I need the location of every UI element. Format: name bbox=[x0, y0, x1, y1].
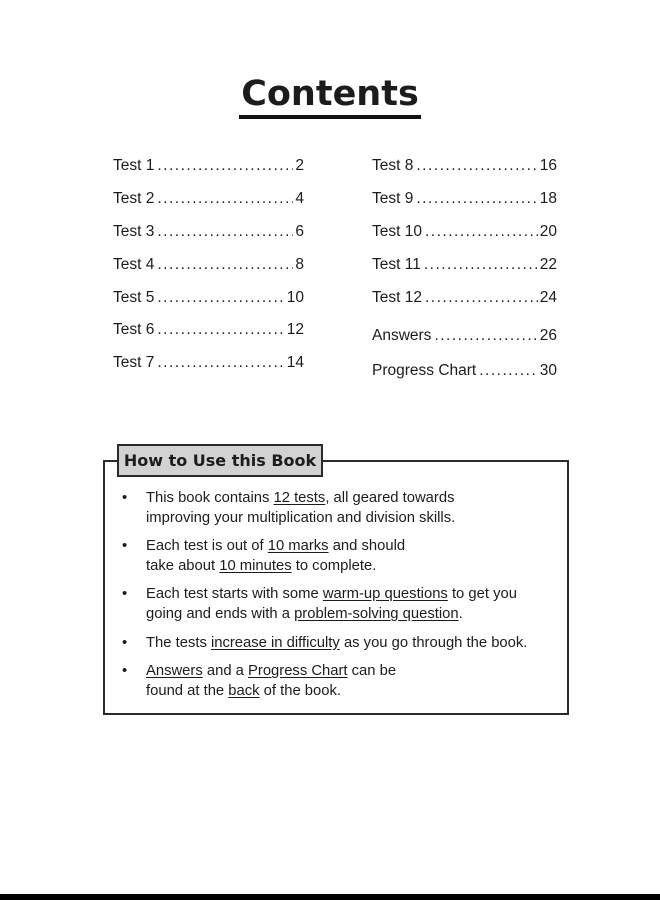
toc-entry-page: 12 bbox=[286, 321, 304, 339]
toc-entry-page: 16 bbox=[539, 157, 557, 175]
toc-leader-dots bbox=[157, 223, 293, 241]
toc-leader-dots bbox=[416, 190, 537, 208]
underlined-text: 12 tests bbox=[273, 490, 326, 506]
underlined-text: problem-solving question bbox=[294, 605, 459, 622]
bullet-text bbox=[146, 585, 551, 624]
toc-entry bbox=[372, 183, 557, 216]
toc-entry-page: 2 bbox=[295, 157, 304, 175]
toc-leader-dots bbox=[424, 256, 538, 274]
plain-text: going and ends with a bbox=[146, 605, 295, 622]
bullet-text bbox=[146, 634, 551, 654]
toc-left-column bbox=[113, 150, 304, 380]
underlined-text: 10 minutes bbox=[219, 557, 292, 574]
toc-entry-page: 14 bbox=[286, 354, 304, 372]
underlined-text: back bbox=[228, 682, 260, 699]
toc-entry bbox=[113, 248, 304, 281]
bullet-text bbox=[146, 537, 551, 576]
plain-text: can be bbox=[347, 663, 397, 680]
underlined-text: Answers bbox=[146, 663, 203, 680]
toc-entry-label: Test 11 bbox=[372, 255, 421, 273]
plain-text: improving your multiplication and division skills. bbox=[146, 509, 456, 526]
toc-entry-page: 22 bbox=[539, 255, 557, 273]
plain-text: , all geared towards bbox=[325, 490, 455, 506]
toc-entry-label: Test 6 bbox=[113, 321, 155, 339]
toc-entry-label: Test 9 bbox=[372, 190, 414, 208]
toc-entry-label: Answers bbox=[372, 327, 432, 345]
toc-entry bbox=[113, 150, 304, 183]
toc-entry bbox=[113, 216, 304, 249]
toc-leader-dots bbox=[434, 327, 537, 345]
toc-entry-page: 18 bbox=[539, 190, 557, 208]
plain-text: take about bbox=[146, 557, 220, 574]
bullet-marker: • bbox=[122, 490, 128, 506]
bullet-text bbox=[146, 662, 551, 701]
bullet-marker: • bbox=[122, 634, 128, 651]
plain-text: This book contains bbox=[146, 490, 274, 506]
plain-text: . bbox=[458, 605, 463, 622]
toc-right-column bbox=[372, 150, 557, 388]
bullet-item bbox=[122, 537, 551, 576]
toc-leader-dots bbox=[157, 354, 284, 372]
toc-entry-label: Test 7 bbox=[113, 354, 155, 372]
bullet-item bbox=[122, 585, 551, 624]
toc-leader-dots bbox=[157, 256, 293, 274]
toc-leader-dots bbox=[157, 190, 293, 208]
underlined-text: warm-up questions bbox=[322, 586, 448, 603]
toc-entry-label: Test 1 bbox=[113, 157, 155, 175]
bullet-text bbox=[146, 489, 551, 528]
toc-entry-page: 6 bbox=[295, 222, 304, 240]
plain-text: of the book. bbox=[259, 682, 341, 699]
page-title: Contents bbox=[239, 74, 421, 119]
toc-leader-dots bbox=[416, 157, 537, 175]
toc-entry bbox=[113, 347, 304, 380]
plain-text: Each test is out of bbox=[146, 538, 268, 555]
how-to-title: How to Use this Book bbox=[123, 451, 317, 470]
toc-entry-page: 24 bbox=[539, 288, 557, 306]
toc-leader-dots bbox=[425, 289, 538, 307]
toc-entry bbox=[372, 150, 557, 183]
bullet-item bbox=[122, 489, 551, 528]
toc-entry bbox=[372, 355, 557, 388]
plain-text: The tests bbox=[146, 634, 211, 651]
toc-entry-label: Test 12 bbox=[372, 288, 422, 306]
page-bottom-edge bbox=[0, 894, 660, 900]
toc-entry bbox=[372, 248, 557, 281]
toc-entry bbox=[113, 281, 304, 314]
toc-entry-label: Progress Chart bbox=[372, 362, 477, 380]
toc-entry-page: 8 bbox=[295, 255, 304, 273]
toc-leader-dots bbox=[157, 289, 284, 307]
toc-entry-page: 4 bbox=[295, 190, 304, 208]
toc-entry bbox=[372, 281, 557, 314]
toc-leader-dots bbox=[157, 321, 284, 339]
toc-entry-page: 10 bbox=[286, 288, 304, 306]
plain-text: found at the bbox=[146, 682, 229, 699]
how-to-bullets bbox=[103, 477, 569, 710]
toc-entry bbox=[113, 314, 304, 347]
toc-entry-page: 30 bbox=[539, 362, 557, 380]
toc-entry-page: 20 bbox=[539, 222, 557, 240]
plain-text: Each test starts with some bbox=[146, 586, 323, 603]
bullet-marker: • bbox=[122, 663, 128, 680]
toc-leader-dots bbox=[425, 223, 538, 241]
how-to-tab bbox=[117, 444, 323, 477]
plain-text: as you go through the book. bbox=[339, 634, 528, 651]
underlined-text: increase in difficulty bbox=[210, 634, 340, 651]
page-title-wrap bbox=[0, 74, 660, 119]
toc-entry bbox=[113, 183, 304, 216]
bullet-marker: • bbox=[122, 538, 128, 555]
bullet-item bbox=[122, 662, 551, 701]
toc-entry bbox=[372, 320, 557, 353]
plain-text: to get you bbox=[447, 586, 517, 603]
toc-entry-label: Test 8 bbox=[372, 157, 414, 175]
plain-text: and a bbox=[202, 663, 249, 680]
toc-entry-label: Test 5 bbox=[113, 288, 155, 306]
toc-entry bbox=[372, 216, 557, 249]
plain-text: and should bbox=[328, 538, 406, 555]
toc-entry-label: Test 10 bbox=[372, 222, 422, 240]
toc-entry-label: Test 2 bbox=[113, 190, 155, 208]
toc-leader-dots bbox=[157, 157, 293, 175]
underlined-text: Progress Chart bbox=[248, 663, 348, 680]
toc-entry-label: Test 4 bbox=[113, 255, 155, 273]
underlined-text: 10 marks bbox=[267, 538, 329, 555]
toc-entry-label: Test 3 bbox=[113, 222, 155, 240]
toc-entry-page: 26 bbox=[539, 327, 557, 345]
bullet-item bbox=[122, 634, 551, 654]
toc-leader-dots bbox=[479, 362, 538, 380]
plain-text: to complete. bbox=[291, 557, 377, 574]
bullet-marker: • bbox=[122, 586, 128, 603]
